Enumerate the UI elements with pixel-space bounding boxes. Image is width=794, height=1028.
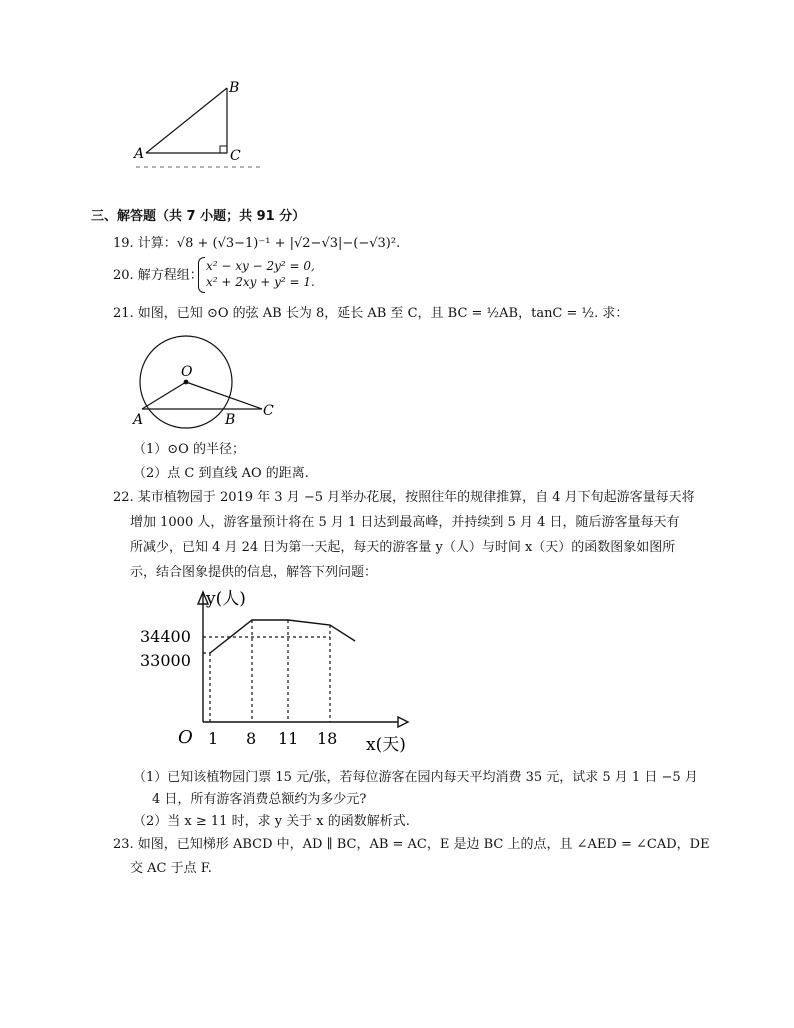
x-axis-label: x(天) [366,735,406,755]
question-22-line-1: 22. 某市植物园于 2019 年 3 月 −5 月举办花展，按照往年的规律推算，自 4 月下旬起游客量每天将 [113,490,695,505]
y-axis-label: y(人) [206,589,246,609]
origin-label: O [178,727,193,748]
triangle-side-ab [146,88,227,153]
y-tick-33000: 33000 [140,651,191,670]
label-b: B [225,412,236,428]
question-23-line-1: 23. 如图，已知梯形 ABCD 中，AD ∥ BC，AB = AC，E 是边 BC 上的点，且 ∠AED = ∠CAD，DE [113,837,710,852]
label-a: A [133,412,144,428]
right-angle-mark [220,146,227,153]
segment-oa [142,382,186,409]
question-22-part-1-line-1: （1）已知该植物园门票 15 元/张，若每位游客在园内每天平均消费 35 元，试求 5 月 1 日 −5 月 [133,770,698,785]
question-22-part-2: （2）当 x ≥ 11 时，求 y 关于 x 的函数解析式. [133,814,410,829]
circle-figure [130,335,290,435]
equation-2: x² + 2xy + y² = 1. [206,275,315,289]
question-22-line-3: 所减少，已知 4 月 24 日为第一天起，每天的游客量 y（人）与时间 x（天）的函数图象如图所 [130,540,676,555]
label-o: O [181,364,193,380]
question-22-line-4: 示，结合图象提供的信息，解答下列问题： [130,565,378,580]
triangle-figure [130,78,270,174]
question-21-part-2: （2）点 C 到直线 AO 的距离. [133,466,309,481]
y-tick-34400: 34400 [140,627,191,646]
label-c: C [263,403,274,419]
question-22-line-2: 增加 1000 人，游客量预计将在 5 月 1 日达到最高峰，并持续到 5 月 4 日，随后游客量每天有 [130,515,680,530]
x-tick-1: 1 [208,729,219,748]
question-22-text [113,485,713,585]
question-23-line-2: 交 AC 于点 F. [130,861,212,876]
x-tick-8: 8 [246,729,257,748]
question-21-part-1: （1）⊙O 的半径； [133,442,245,457]
label-c: C [230,148,241,164]
x-tick-18: 18 [317,729,338,748]
label-a: A [134,146,145,162]
equation-system-brace [198,257,205,293]
label-b: B [229,80,240,96]
x-tick-11: 11 [278,729,299,748]
question-21: 21. 如图，已知 ⊙O 的弦 AB 长为 8，延长 AB 至 C，且 BC = ½AB，tanC = ½. 求： [113,306,629,321]
center-point [184,380,189,385]
question-20-label: 20. 解方程组： [113,268,203,283]
question-19: 19. 计算：√8 + (√3−1)⁻¹ + |√2−√3|−(−√3)². [113,236,401,251]
x-axis-arrow [398,717,408,727]
equation-1: x² − xy − 2y² = 0, [206,259,315,273]
question-22-part-1-line-2: 4 日，所有游客消费总额约为多少元? [152,792,367,807]
segment-oc [186,382,262,409]
visitor-function-chart [130,580,420,760]
section-heading: 三、解答题（共 7 小题；共 91 分） [91,209,306,224]
